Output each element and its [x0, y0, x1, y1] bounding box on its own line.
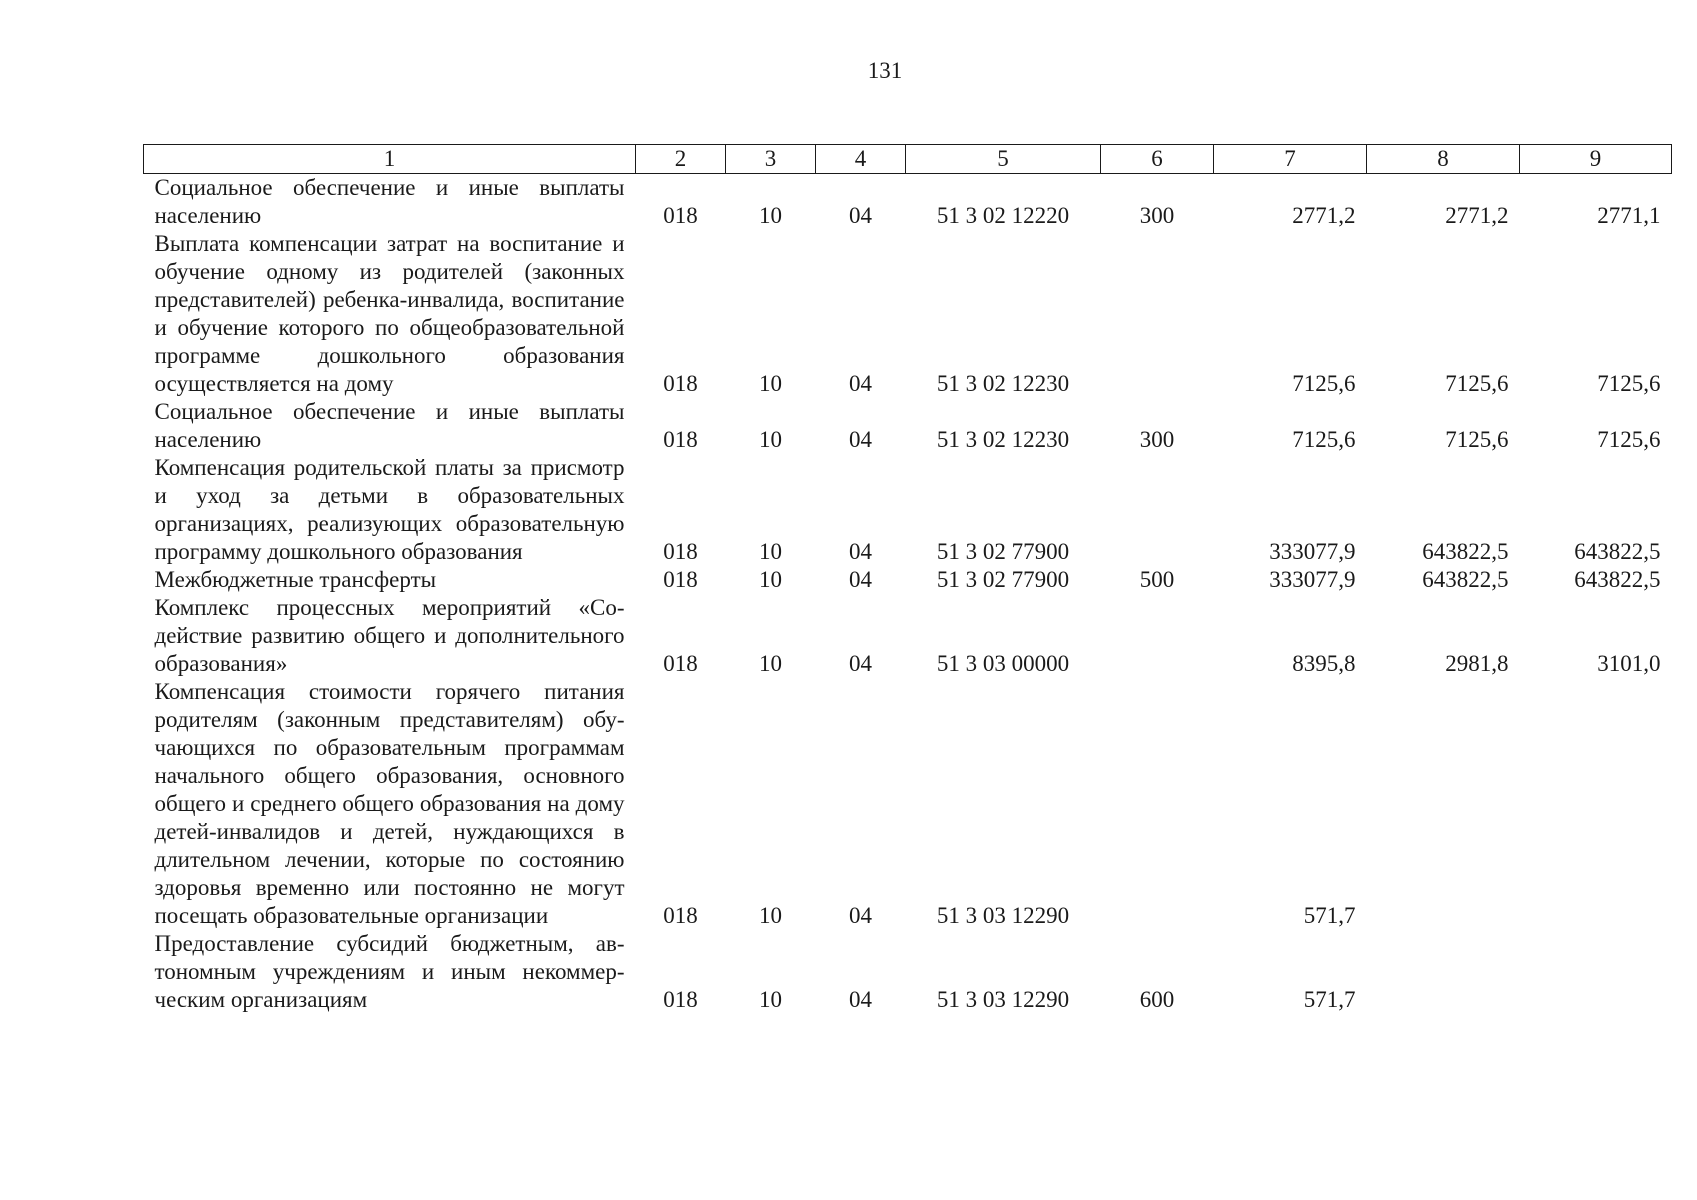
column-header: 5: [906, 145, 1101, 174]
cell-section: 10: [759, 427, 782, 452]
cell-subsection: 04: [849, 203, 872, 228]
column-header: 9: [1520, 145, 1672, 174]
header-row: [144, 145, 1672, 174]
cell-amount-col8: 2981,8: [1445, 651, 1509, 676]
cell-amount-col7: 7125,6: [1292, 371, 1356, 396]
page-number: 131: [867, 58, 903, 83]
row-name: Компенсация родительской платы за присмотр и уход за детьми в образовательных организациях, реализующих образовательную программу дошкольного образования: [154, 455, 625, 564]
cell-amount-col9: 7125,6: [1597, 427, 1661, 452]
cell-target-article: 51 3 02 12220: [936, 203, 1070, 228]
cell-expense-type: [1101, 678, 1214, 930]
cell-subsection: 04: [849, 651, 872, 676]
cell-amount-col7: 571,7: [1303, 903, 1356, 928]
cell-amount-col9: 643822,5: [1574, 567, 1661, 592]
row-name: Социальное обеспечение и иные выплаты населению: [154, 175, 625, 228]
table-row: [144, 398, 1672, 454]
cell-amount-col9: [1520, 678, 1672, 930]
column-header: 1: [144, 145, 636, 174]
cell-amount-col8: 7125,6: [1445, 427, 1509, 452]
table-row: [144, 454, 1672, 566]
cell-ministry-code: 018: [663, 203, 698, 228]
cell-ministry-code: 018: [663, 427, 698, 452]
column-header: 6: [1101, 145, 1214, 174]
cell-amount-col8: [1367, 930, 1520, 1014]
cell-amount-col7: 571,7: [1303, 987, 1356, 1012]
budget-table: [143, 144, 1672, 1014]
cell-amount-col8: 2771,2: [1445, 203, 1509, 228]
column-header: 3: [726, 145, 816, 174]
cell-ministry-code: 018: [663, 567, 698, 592]
column-header: 8: [1367, 145, 1520, 174]
cell-section: 10: [759, 203, 782, 228]
cell-target-article: 51 3 02 12230: [936, 371, 1070, 396]
cell-section: 10: [759, 987, 782, 1012]
cell-ministry-code: 018: [663, 651, 698, 676]
cell-subsection: 04: [849, 987, 872, 1012]
cell-amount-col8: 643822,5: [1422, 539, 1509, 564]
cell-subsection: 04: [849, 903, 872, 928]
cell-target-article: 51 3 02 77900: [936, 567, 1070, 592]
cell-expense-type: 500: [1139, 567, 1175, 592]
cell-expense-type: 300: [1139, 203, 1175, 228]
cell-amount-col9: 2771,1: [1597, 203, 1661, 228]
cell-amount-col7: 333077,9: [1269, 567, 1356, 592]
table-row: [144, 594, 1672, 678]
cell-subsection: 04: [849, 567, 872, 592]
cell-expense-type: 600: [1139, 987, 1175, 1012]
cell-amount-col8: 7125,6: [1445, 371, 1509, 396]
table-row: [144, 930, 1672, 1014]
table-row: [144, 174, 1672, 231]
row-name: Социальное обеспечение и иные выплаты населению: [154, 399, 625, 452]
cell-amount-col9: [1520, 930, 1672, 1014]
cell-target-article: 51 3 02 77900: [936, 539, 1070, 564]
cell-target-article: 51 3 03 12290: [936, 903, 1070, 928]
cell-expense-type: [1101, 230, 1214, 398]
column-header: 7: [1214, 145, 1367, 174]
table-row: [144, 678, 1672, 930]
cell-target-article: 51 3 02 12230: [936, 427, 1070, 452]
cell-section: 10: [759, 567, 782, 592]
cell-amount-col8: [1367, 678, 1520, 930]
row-name: Комплекс процессных мероприятий «Содействие развитию общего и дополнительного образования»: [154, 595, 625, 676]
cell-ministry-code: 018: [663, 371, 698, 396]
row-name: Выплата компенсации затрат на воспитание и обучение одному из родителей (законных представителей) ребенка-инвалида, воспитание и обучение которого по общеобразовательной программе дошкольного образования осуществляется на дому: [154, 231, 625, 396]
cell-section: 10: [759, 371, 782, 396]
cell-subsection: 04: [849, 371, 872, 396]
cell-section: 10: [759, 651, 782, 676]
cell-amount-col9: 643822,5: [1574, 539, 1661, 564]
cell-section: 10: [759, 903, 782, 928]
cell-expense-type: [1101, 454, 1214, 566]
cell-section: 10: [759, 539, 782, 564]
cell-amount-col7: 2771,2: [1292, 203, 1356, 228]
cell-amount-col9: 7125,6: [1597, 371, 1661, 396]
row-name: Межбюджетные трансферты: [154, 567, 437, 592]
cell-amount-col7: 7125,6: [1292, 427, 1356, 452]
cell-subsection: 04: [849, 539, 872, 564]
table-row: [144, 230, 1672, 398]
cell-target-article: 51 3 03 12290: [936, 987, 1070, 1012]
row-name: Компенсация стоимости горячего питания родителям (законным представителям) обучающихся по образовательным программам начального общего образования, основного общего и среднего общего образования на дому детей-инвалидов и детей, нуждающихся в длительном лечении, которые по состоянию здоровья временно или постоянно не могут посещать образовательные организации: [154, 679, 625, 928]
cell-amount-col7: 333077,9: [1269, 539, 1356, 564]
cell-ministry-code: 018: [663, 539, 698, 564]
cell-expense-type: 300: [1139, 427, 1175, 452]
cell-target-article: 51 3 03 00000: [936, 651, 1070, 676]
cell-amount-col7: 8395,8: [1292, 651, 1356, 676]
cell-amount-col8: 643822,5: [1422, 567, 1509, 592]
cell-subsection: 04: [849, 427, 872, 452]
table-row: [144, 566, 1672, 594]
column-header: 2: [636, 145, 726, 174]
cell-amount-col9: 3101,0: [1597, 651, 1661, 676]
cell-expense-type: [1101, 594, 1214, 678]
row-name: Предоставление субсидий бюджетным, автономным учреждениям и иным некоммерческим организациям: [154, 931, 625, 1012]
column-header: 4: [816, 145, 906, 174]
cell-ministry-code: 018: [663, 987, 698, 1012]
cell-ministry-code: 018: [663, 903, 698, 928]
